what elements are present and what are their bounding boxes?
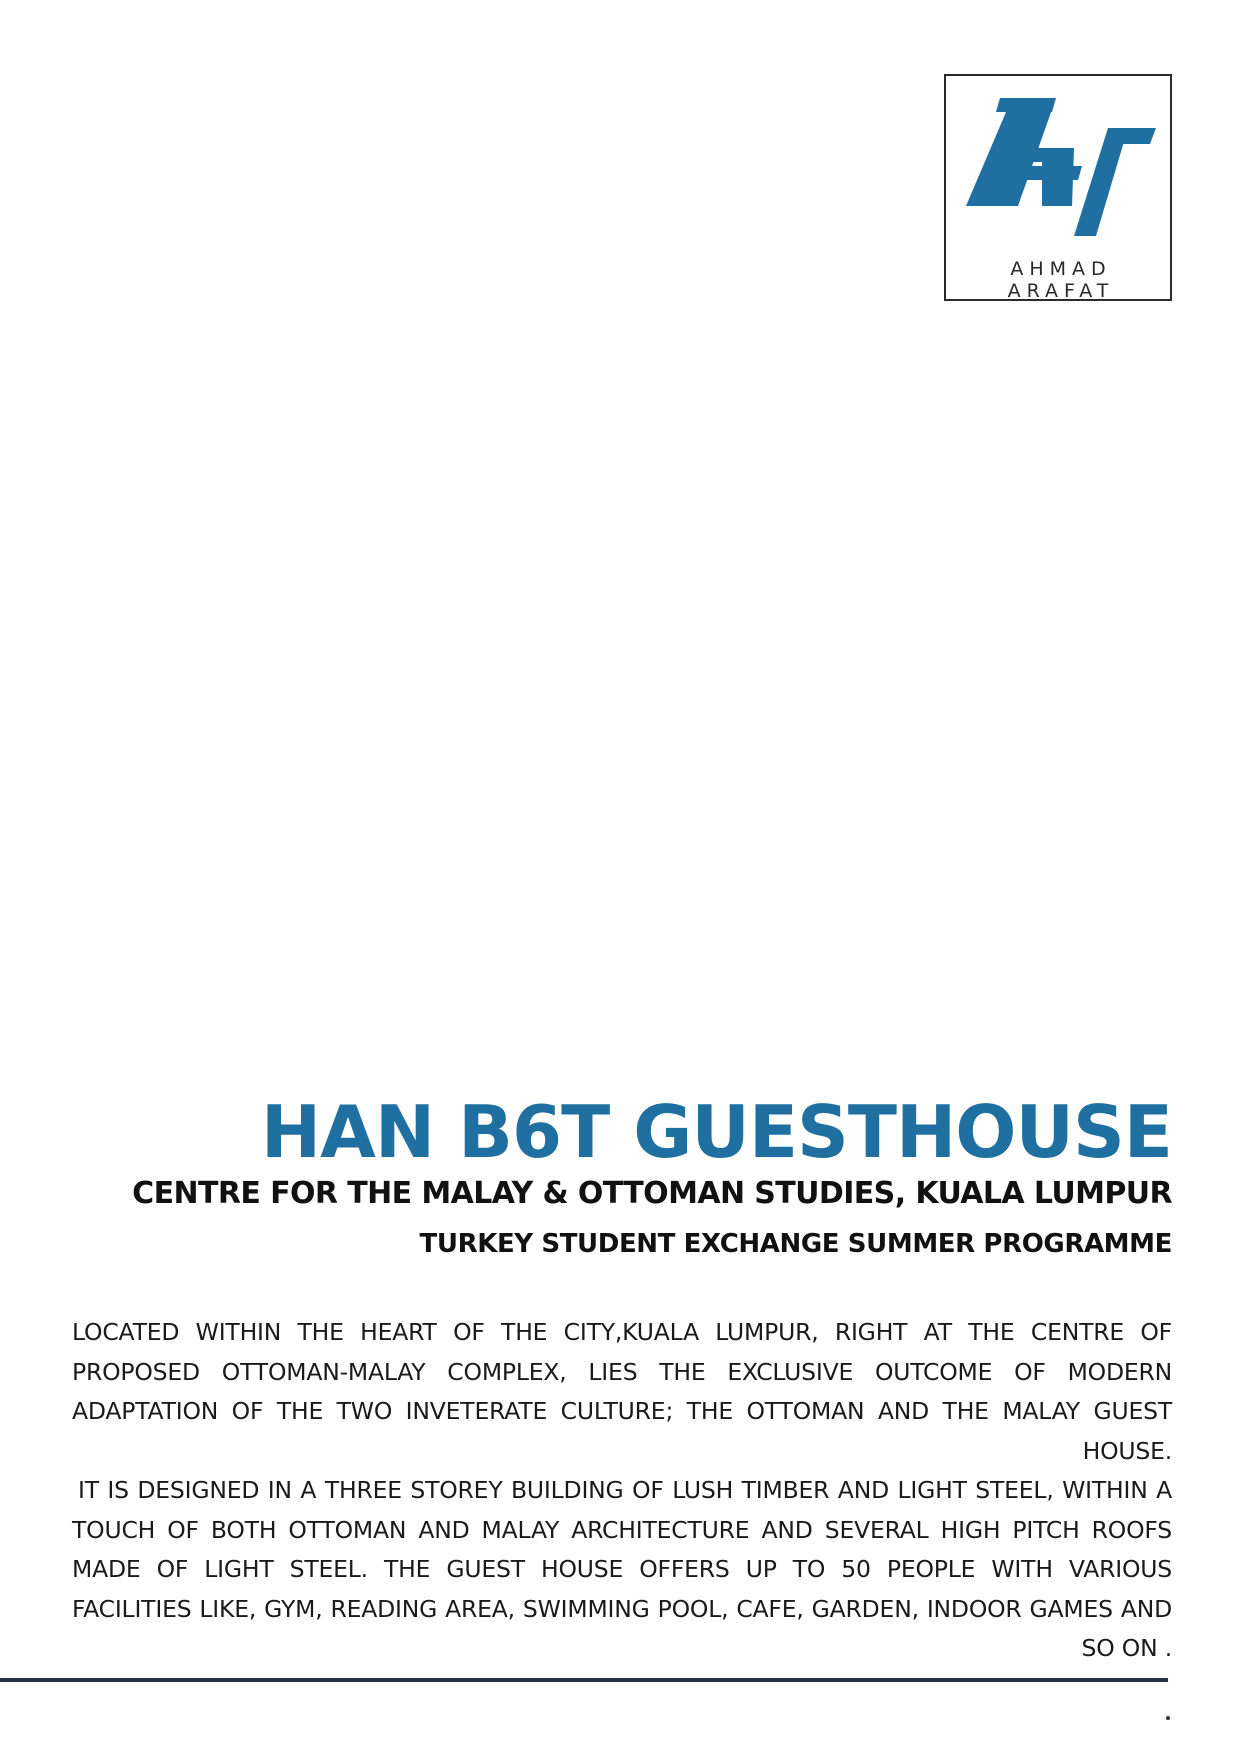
ah-monogram-icon (960, 88, 1156, 238)
logo (944, 74, 1172, 301)
page-subtitle: CENTRE FOR THE MALAY & OTTOMAN STUDIES, KUALA LUMPUR (132, 1176, 1172, 1211)
programme-subtitle: TURKEY STUDENT EXCHANGE SUMMER PROGRAMME (419, 1229, 1172, 1259)
footer-dot (1166, 1716, 1170, 1720)
logo-name: AHMAD ARAFAT (1007, 258, 1115, 302)
description-paragraph-1: LOCATED WITHIN THE HEART OF THE CITY,KUALA LUMPUR, RIGHT AT THE CENTRE OF PROPOSED OTTOMAN-MALAY COMPLEX, LIES THE EXCLUSIVE OUTCOME OF MODERN ADAPTATION OF THE TWO INVETERATE CULTURE; THE OTTOMAN AND THE MALAY GUEST HOUSE. (72, 1318, 1172, 1465)
description-paragraph-2: IT IS DESIGNED IN A THREE STOREY BUILDING OF LUSH TIMBER AND LIGHT STEEL, WITHIN A TOUCH OF BOTH OTTOMAN AND MALAY ARCHITECTURE AND SEVERAL HIGH PITCH ROOFS MADE OF LIGHT STEEL. THE GUEST HOUSE OFFERS UP TO 50 PEOPLE WITH VARIOUS FACILITIES LIKE, GYM, READING AREA, SWIMMING POOL, CAFE, GARDEN, INDOOR GAMES AND SO ON . (72, 1476, 1172, 1662)
footer-divider (0, 1678, 1168, 1682)
page-title: HAN B6T GUESTHOUSE (260, 1090, 1172, 1174)
